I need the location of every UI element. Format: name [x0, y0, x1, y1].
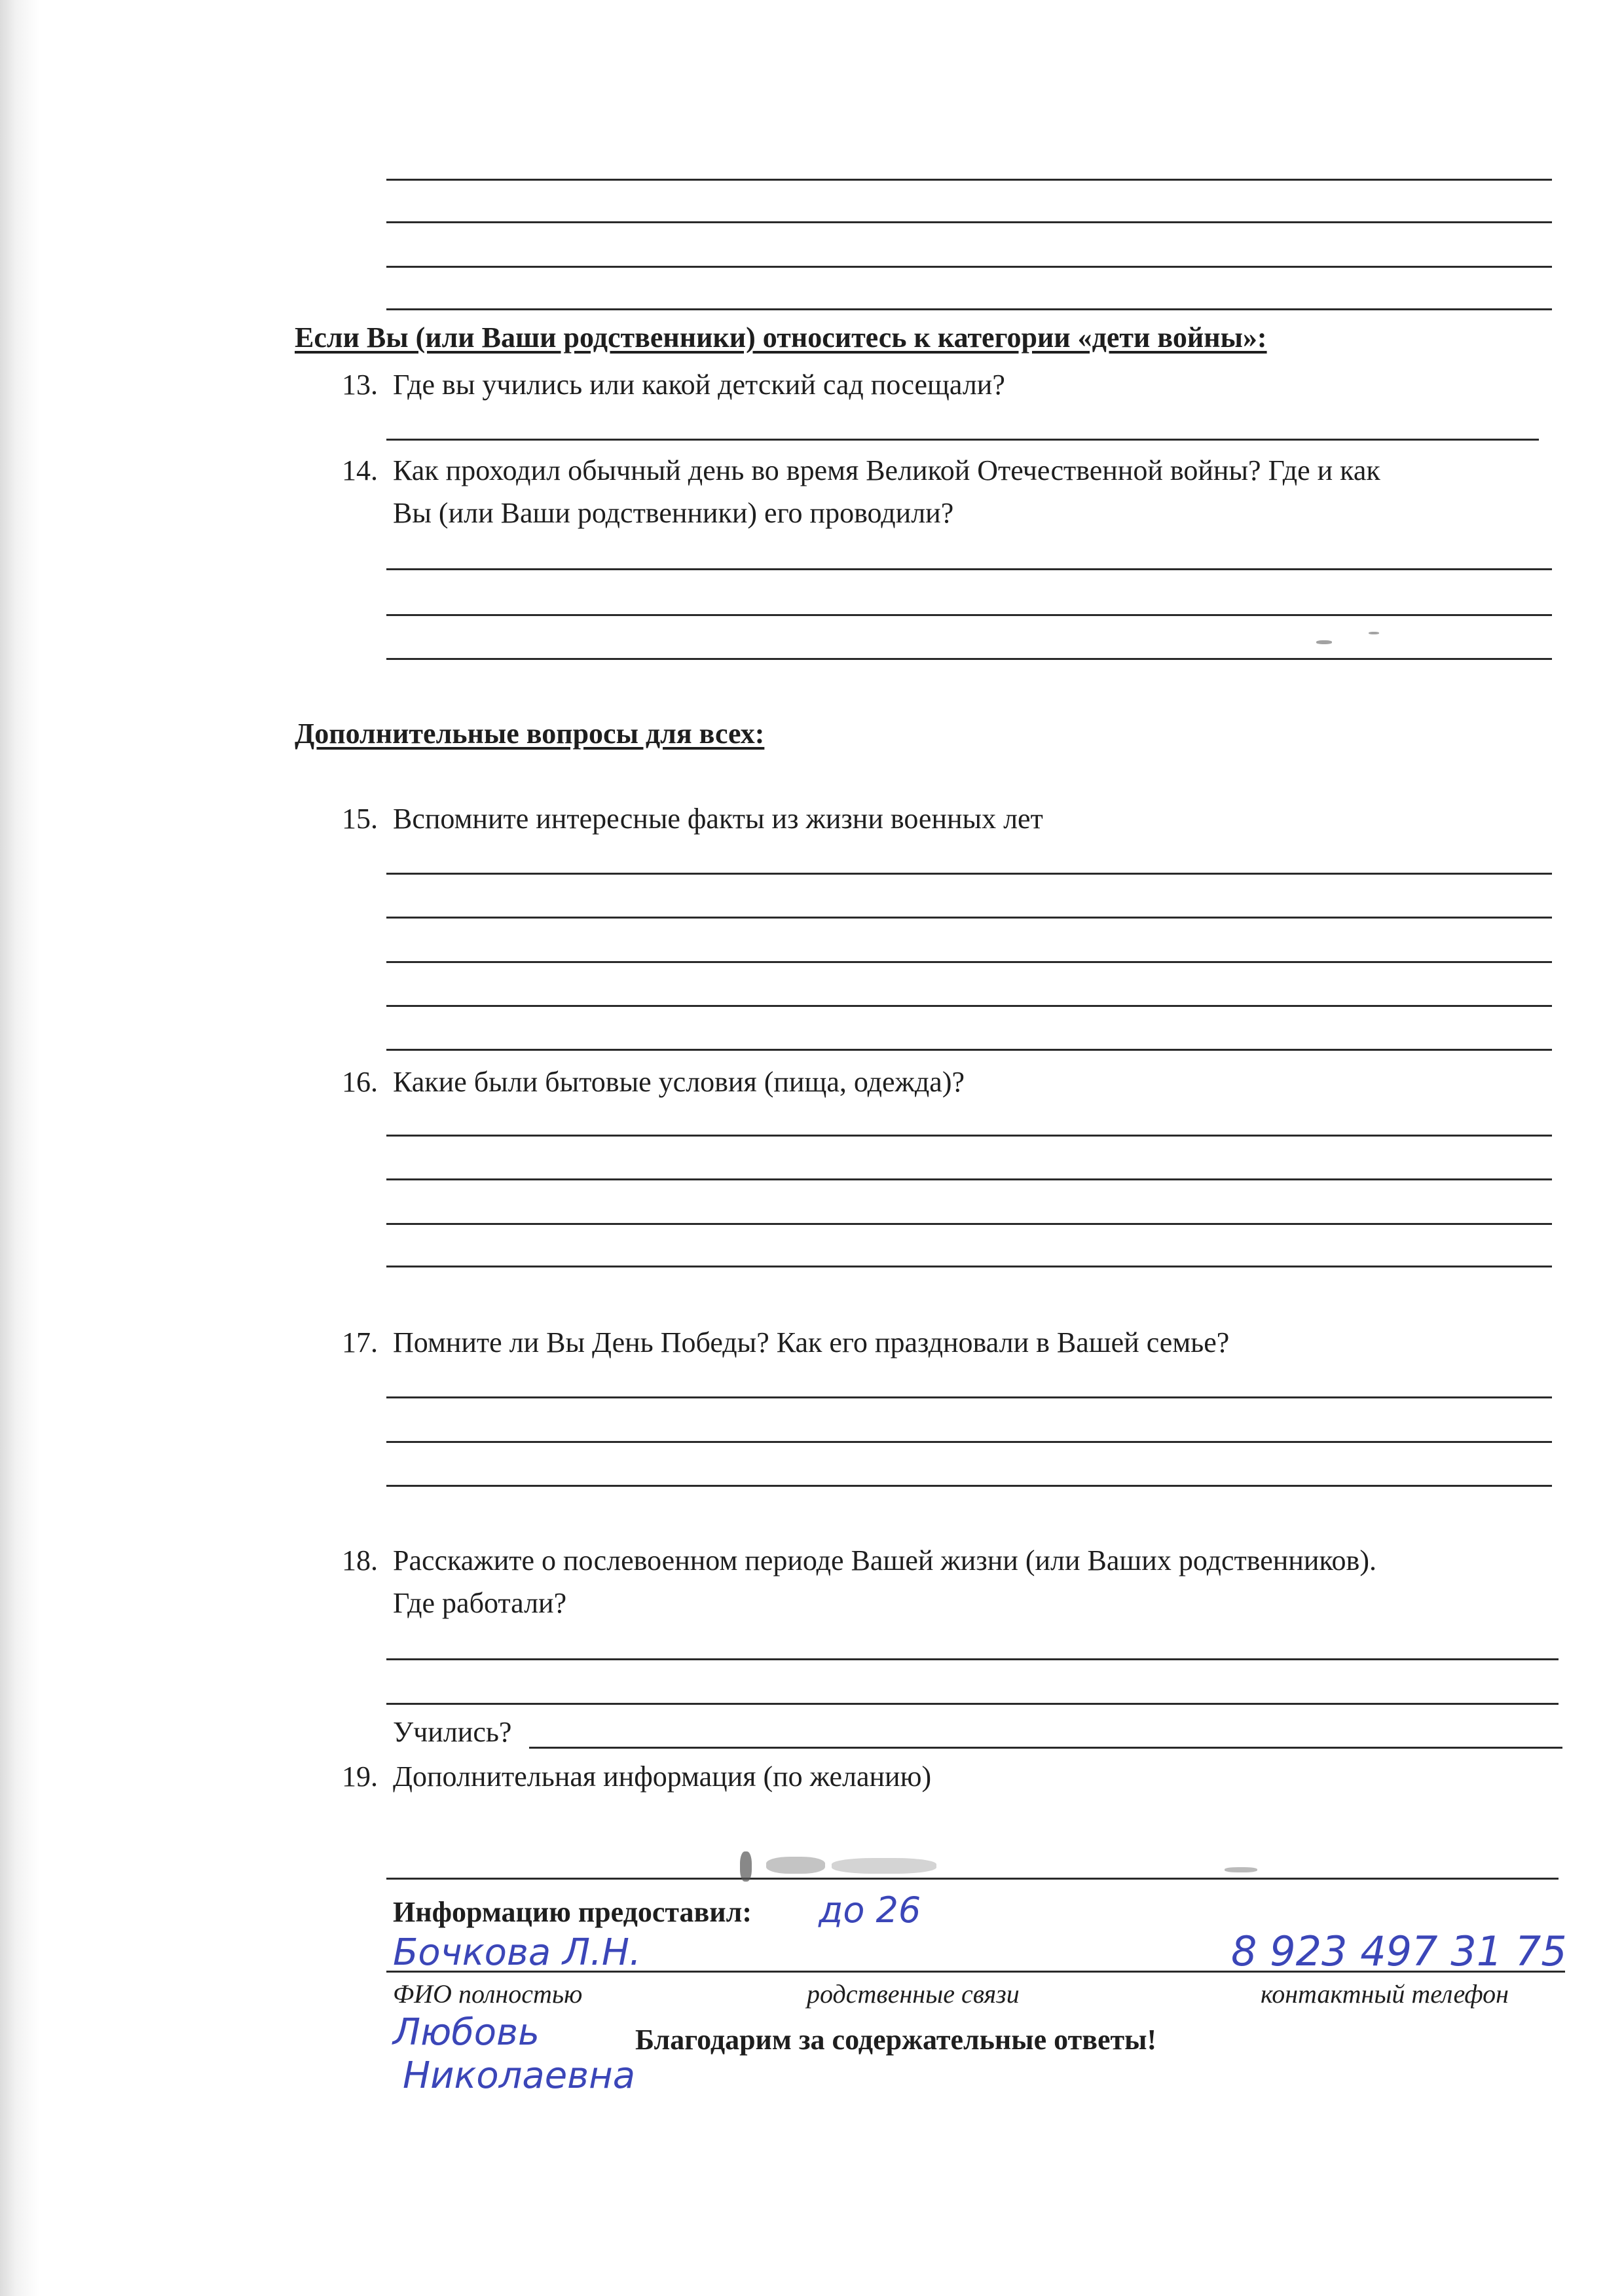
- handwritten-name: Бочкова Л.Н.: [393, 1931, 641, 1974]
- question-14-number: 14.: [342, 454, 378, 486]
- handwritten-phone: 8 923 497 31 75: [1231, 1927, 1567, 1975]
- handwritten-date-note: до 26: [819, 1889, 921, 1931]
- question-14-line-1: Как проходил обычный день во время Великой Отечественной войны? Где и как: [393, 454, 1380, 486]
- question-13-number: 13.: [342, 369, 378, 401]
- question-16-text: Какие были бытовые условия (пища, одежда)?: [393, 1066, 965, 1098]
- scan-edge-shadow: [0, 0, 39, 2296]
- label-phone: контактный телефон: [1261, 1979, 1509, 2009]
- answer-line: [386, 1658, 1559, 1660]
- answer-line: [386, 873, 1552, 875]
- handwritten-first-name: Любовь: [393, 2011, 540, 2054]
- label-full-name: ФИО полностью: [393, 1979, 583, 2009]
- question-15-text: Вспомните интересные факты из жизни военных лет: [393, 803, 1043, 835]
- ink-speck: [1316, 640, 1332, 644]
- handwritten-patronymic: Николаевна: [403, 2054, 636, 2097]
- signature-line: [386, 1971, 1565, 1973]
- answer-line: [386, 614, 1552, 616]
- answer-line: [386, 1223, 1552, 1225]
- question-14-line-2: Вы (или Ваши родственники) его проводили?: [393, 497, 954, 529]
- answer-line: [386, 1049, 1552, 1051]
- scribble-mark: [740, 1851, 752, 1882]
- question-17-text: Помните ли Вы День Победы? Как его праздновали в Вашей семье?: [393, 1326, 1230, 1358]
- answer-line: [386, 1135, 1552, 1137]
- answer-line: [386, 1178, 1552, 1180]
- provided-by-label: Информацию предоставил:: [393, 1896, 752, 1928]
- scribble-mark: [766, 1857, 825, 1874]
- question-17-number: 17.: [342, 1326, 378, 1358]
- thanks-text: Благодарим за содержательные ответы!: [635, 2024, 1157, 2056]
- answer-line: [386, 1266, 1552, 1267]
- answer-line: [386, 658, 1552, 660]
- question-18-line-1: Расскажите о послевоенном периоде Вашей жизни (или Ваших родственников).: [393, 1544, 1376, 1576]
- answer-line: [386, 961, 1552, 963]
- question-15-number: 15.: [342, 803, 378, 835]
- question-16-number: 16.: [342, 1066, 378, 1098]
- question-19-text: Дополнительная информация (по желанию): [393, 1760, 932, 1793]
- answer-line: [386, 308, 1552, 310]
- ink-speck: [1369, 632, 1379, 634]
- answer-line: [386, 1878, 1559, 1880]
- answer-line: [386, 1005, 1552, 1007]
- answer-line: [386, 1485, 1552, 1487]
- answer-line-studied: [529, 1747, 1562, 1749]
- scribble-mark: [1225, 1867, 1257, 1872]
- question-19-number: 19.: [342, 1760, 378, 1793]
- answer-line: [386, 1703, 1559, 1705]
- answer-line: [386, 917, 1552, 919]
- question-18-number: 18.: [342, 1544, 378, 1576]
- question-13-text: Где вы учились или какой детский сад посещали?: [393, 369, 1005, 401]
- answer-line: [386, 439, 1539, 441]
- answer-line: [386, 179, 1552, 181]
- scribble-mark: [832, 1858, 936, 1874]
- answer-line: [386, 568, 1552, 570]
- answer-line: [386, 1396, 1552, 1398]
- question-18-line-2: Где работали?: [393, 1587, 567, 1619]
- question-18-line-3: Учились?: [393, 1716, 512, 1748]
- section-heading-children-of-war: Если Вы (или Ваши родственники) относитесь к категории «дети войны»:: [295, 321, 1267, 354]
- answer-line: [386, 266, 1552, 268]
- answer-line: [386, 1441, 1552, 1443]
- section-heading-additional: Дополнительные вопросы для всех:: [295, 718, 765, 750]
- label-relation: родственные связи: [807, 1979, 1020, 2009]
- answer-line: [386, 221, 1552, 223]
